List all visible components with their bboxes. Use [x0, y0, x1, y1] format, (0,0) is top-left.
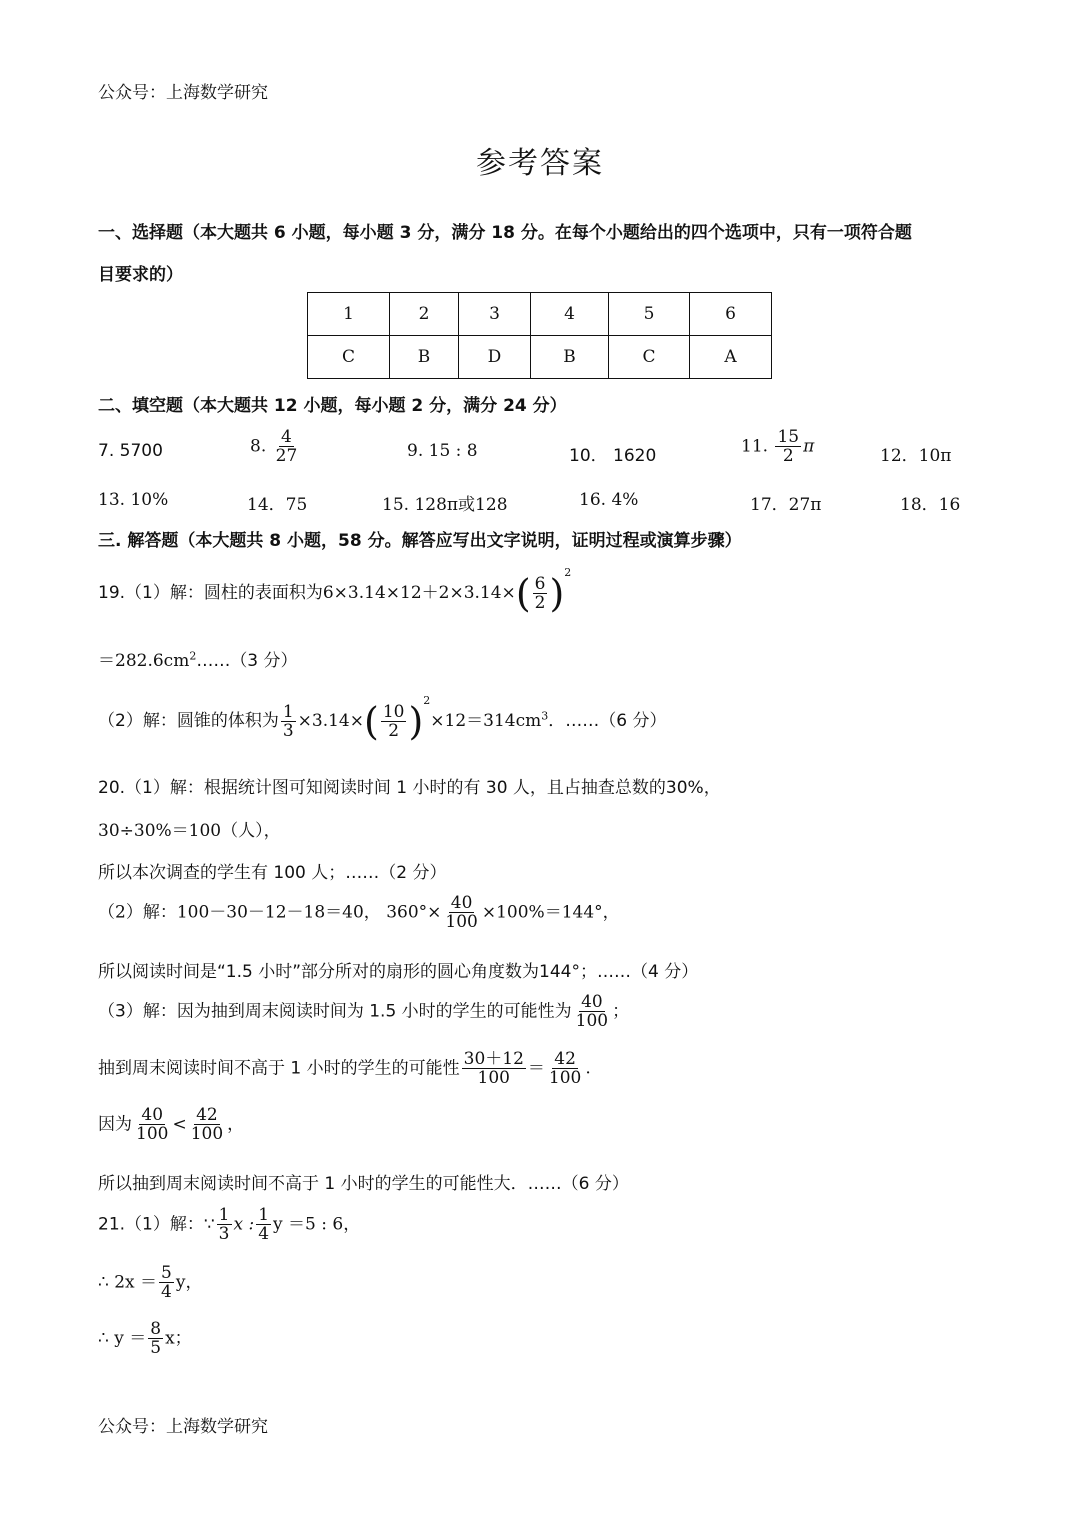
fraction-numerator: 15 — [777, 427, 800, 447]
period: . — [585, 1058, 591, 1079]
q20-part2 — [98, 894, 620, 932]
fraction-denominator: 100 — [477, 1068, 510, 1089]
exponent: 2 — [423, 694, 431, 707]
fill-answer-13: 13. 10% — [98, 490, 169, 510]
q21-line1 — [98, 1206, 360, 1244]
fraction-numerator: 40 — [141, 1105, 164, 1125]
fraction-numerator: 1 — [258, 1205, 270, 1225]
exponent: 2 — [564, 566, 572, 579]
q20-part2-fraction — [443, 894, 479, 932]
q21-x-ratio: x : — [233, 1214, 255, 1235]
fraction-numerator: 40 — [450, 893, 473, 913]
fraction-denominator: 2 — [388, 721, 400, 741]
fill-answer-11-fraction — [775, 428, 801, 466]
answer-table-number-row — [308, 293, 772, 336]
q19-part2-tail: ×12＝314cm — [430, 711, 542, 731]
q21b-fraction — [159, 1264, 174, 1302]
q19-part1 — [98, 566, 572, 616]
table-cell-num-6: 6 — [690, 293, 772, 336]
q21b-tail: y， — [175, 1272, 203, 1293]
fraction-denominator: 3 — [282, 721, 294, 741]
fill-answer-8-fraction — [274, 428, 300, 466]
q19-part1-result — [98, 646, 298, 671]
table-cell-ans-1: C — [308, 336, 390, 379]
fill-answer-15: 15. 128π或128 — [382, 495, 508, 515]
section1-heading-line1: 一、选择题（本大题共 6 小题，每小题 3 分，满分 18 分。在每个小题给出的四个选项中，只有一项符合题 — [98, 223, 912, 243]
fraction-numerator: 6 — [534, 573, 546, 594]
table-cell-ans-3: D — [459, 336, 531, 379]
q20-part3-conclusion: 所以抽到周末阅读时间不高于 1 小时的学生的可能性大．……（6 分） — [98, 1174, 629, 1194]
fraction-numerator: 5 — [161, 1263, 172, 1283]
q19-part2 — [98, 694, 667, 744]
exponent: 2 — [189, 649, 197, 663]
fraction-denominator: 100 — [190, 1124, 224, 1145]
q21-fraction1 — [217, 1206, 232, 1244]
q20-part2-conclusion: 所以阅读时间是“1.5 小时”部分所对的扇形的圆心角度数为144°；……（4 分） — [98, 962, 699, 982]
q21c-prefix: ∴ y ＝ — [98, 1328, 147, 1349]
fill-answer-16: 16. 4% — [579, 490, 639, 510]
q20-part3-fraction — [574, 993, 610, 1031]
section3-heading: 三. 解答题（本大题共 8 小题，58 分。解答应写出文字说明，证明过程或演算步骤） — [98, 531, 742, 551]
q20-part3-line3 — [98, 1106, 244, 1144]
q19-part2-prefix: （2）解：圆锥的体积为 — [98, 711, 279, 731]
fill-answer-8 — [250, 428, 301, 466]
q20-part3c-fraction2 — [189, 1106, 225, 1144]
table-cell-num-3: 3 — [459, 293, 531, 336]
fill-answer-9: 9. 15 : 8 — [407, 441, 478, 461]
q19-part2-fraction2 — [381, 703, 407, 741]
q20-part3-tail: ； — [612, 1001, 630, 1022]
q21c-tail: x； — [165, 1328, 192, 1349]
q21-fraction2 — [256, 1206, 271, 1244]
fill-answer-14: 14．75 — [247, 495, 308, 515]
answer-table — [307, 292, 772, 379]
table-cell-num-4: 4 — [531, 293, 609, 336]
answer-table-answer-row — [308, 336, 772, 379]
less-than-sign: < — [172, 1114, 187, 1135]
equals-sign: ＝ — [527, 1058, 545, 1079]
fill-answer-10: 10． 1620 — [569, 446, 657, 466]
q20-part3-line1 — [98, 993, 629, 1031]
q20-part3c-fraction1 — [134, 1106, 170, 1144]
page-header: 公众号：上海数学研究 — [98, 83, 268, 103]
exponent: 3 — [541, 709, 549, 723]
q20-part3b-fraction1 — [462, 1050, 526, 1088]
q21-tail: y ＝5 : 6， — [273, 1214, 361, 1235]
fraction-numerator: 8 — [150, 1319, 162, 1339]
fraction-denominator: 100 — [445, 912, 478, 933]
fraction-denominator: 2 — [534, 593, 546, 613]
section2-heading: 二、填空题（本大题共 12 小题，每小题 2 分，满分 24 分） — [98, 396, 567, 416]
q20-part3c-prefix: 因为 — [98, 1114, 132, 1135]
fraction-numerator: 10 — [382, 701, 405, 722]
right-paren: ) — [408, 699, 424, 744]
q19-part2-mid: ×3.14× — [297, 711, 364, 731]
fill-answer-18: 18．16 — [900, 495, 961, 515]
fraction-denominator: 3 — [218, 1224, 230, 1245]
page-title: 参考答案 — [476, 146, 604, 181]
table-cell-ans-4: B — [531, 336, 609, 379]
section1-heading-line2: 目要求的） — [98, 265, 183, 285]
fraction-numerator: 30＋12 — [463, 1049, 524, 1069]
q20-part3b-prefix: 抽到周末阅读时间不高于 1 小时的学生的可能性 — [98, 1058, 460, 1079]
q20-part1-line1: 20.（1）解：根据统计图可知阅读时间 1 小时的有 30 人，且占抽查总数的30%， — [98, 778, 721, 798]
pi-symbol: π — [803, 436, 815, 457]
q20-part3-line2 — [98, 1050, 591, 1088]
fraction-denominator: 4 — [258, 1224, 270, 1245]
fraction-numerator: 42 — [196, 1105, 218, 1125]
fill-answer-17: 17．27π — [750, 495, 822, 515]
table-cell-num-2: 2 — [390, 293, 459, 336]
q19-part1-prefix: 19.（1）解：圆柱的表面积为 — [98, 583, 323, 603]
q19-part1-result-value: ＝282.6cm — [98, 651, 190, 671]
score-note: ……（3 分） — [196, 651, 298, 671]
fraction-denominator: 2 — [782, 446, 794, 467]
table-cell-ans-2: B — [390, 336, 459, 379]
q20-part3b-fraction2 — [547, 1050, 583, 1088]
score-note: ．……（6 分） — [548, 711, 667, 731]
fraction-numerator: 40 — [581, 992, 603, 1012]
fill-answer-7: 7. 5700 — [98, 441, 163, 461]
fraction-numerator: 1 — [282, 701, 294, 722]
fraction-denominator: 5 — [150, 1338, 162, 1359]
fraction-denominator: 100 — [575, 1011, 609, 1032]
left-paren: ( — [515, 571, 531, 616]
fraction-numerator: 1 — [218, 1205, 230, 1225]
table-cell-ans-6: A — [690, 336, 772, 379]
fill-answer-11 — [741, 428, 814, 466]
q20-part2-tail: ×100%＝144°， — [481, 902, 620, 923]
table-cell-ans-5: C — [609, 336, 690, 379]
q19-part1-expression: 6×3.14×12＋2×3.14× — [322, 583, 516, 603]
q20-part1-line3: 所以本次调查的学生有 100 人；……（2 分） — [98, 863, 447, 883]
q21-prefix: 21.（1）解：∵ — [98, 1214, 215, 1235]
fraction-denominator: 100 — [136, 1124, 169, 1145]
table-cell-num-5: 5 — [609, 293, 690, 336]
fraction-numerator: 42 — [554, 1049, 576, 1069]
fraction-numerator: 4 — [281, 427, 292, 447]
comma: ， — [227, 1114, 245, 1135]
fraction-denominator: 27 — [275, 446, 298, 467]
q19-part1-fraction — [533, 575, 548, 613]
fraction-denominator: 4 — [161, 1282, 172, 1303]
q21b-prefix: ∴ 2x ＝ — [98, 1272, 158, 1293]
q20-part2-prefix: （2）解：100－30－12－18＝40， 360°× — [98, 902, 442, 923]
right-paren: ) — [549, 571, 565, 616]
fill-answer-12: 12．10π — [880, 446, 952, 466]
q21-line3 — [98, 1320, 192, 1358]
q19-part2-fraction1 — [281, 703, 296, 741]
left-paren: ( — [364, 699, 379, 744]
q21c-fraction — [148, 1320, 163, 1358]
fraction-denominator: 100 — [548, 1068, 582, 1089]
page-footer: 公众号：上海数学研究 — [98, 1417, 268, 1437]
q20-part1-line2: 30÷30%＝100（人）， — [98, 821, 281, 841]
q20-part3-prefix: （3）解：因为抽到周末阅读时间为 1.5 小时的学生的可能性为 — [98, 1001, 572, 1022]
fill-answer-11-label: 11. — [741, 436, 769, 457]
table-cell-num-1: 1 — [308, 293, 390, 336]
q21-line2 — [98, 1264, 202, 1302]
fill-answer-8-label: 8. — [250, 436, 267, 457]
